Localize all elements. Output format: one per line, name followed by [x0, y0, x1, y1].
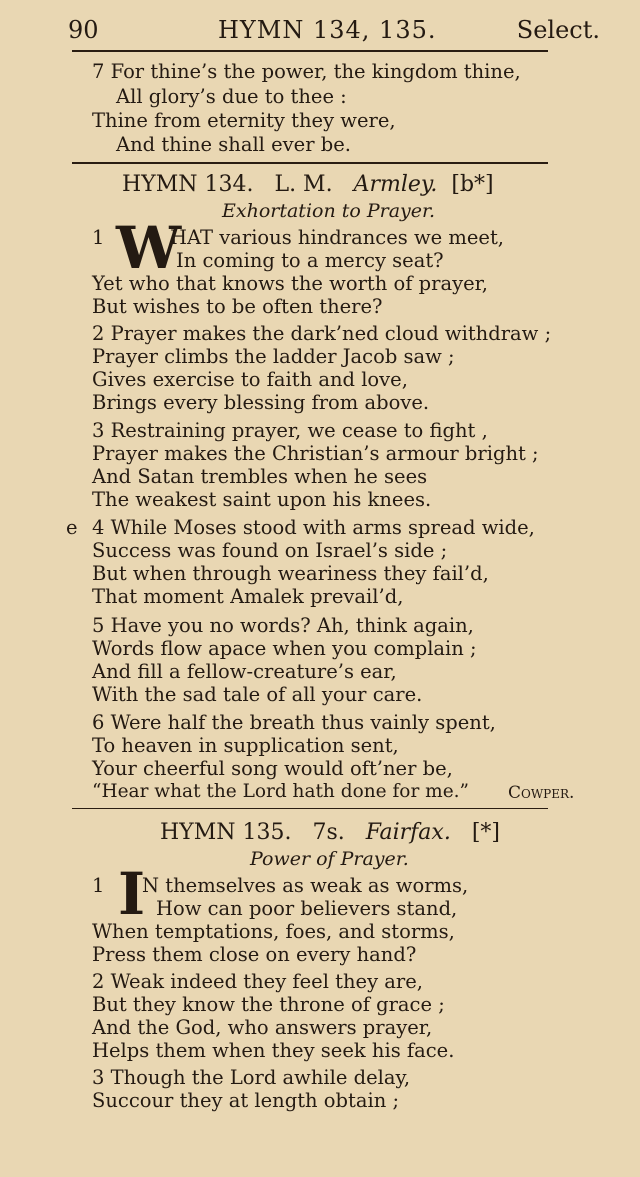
section-label: Select. [516, 16, 600, 44]
verse-line: Yet who that knows the worth of prayer, [92, 272, 489, 295]
header-rule [72, 50, 548, 52]
drop-cap: I [118, 860, 146, 928]
verse-line: Thine from eternity they were, [92, 109, 396, 132]
verse-line: Prayer makes the Christian’s armour bright ; [92, 442, 539, 465]
verse-line: Brings every blessing from above. [92, 391, 430, 414]
running-title: HYMN 134, 135. [218, 16, 437, 44]
verse-line: And fill a fellow-creature’s ear, [92, 660, 397, 683]
hymn-tune: Armley. [353, 172, 438, 197]
verse-line: 5 Have you no words? Ah, think again, [92, 614, 474, 637]
hymn-meter: L. M. [274, 172, 333, 197]
verse-line: Succour they at length obtain ; [92, 1089, 400, 1112]
hymn-135-heading [160, 820, 500, 845]
verse-line: 3 Restraining prayer, we cease to fight , [92, 419, 488, 442]
hymn-author: Cowper. [508, 783, 575, 803]
verse-line: 2 Prayer makes the dark’ned cloud withdraw ; [92, 322, 552, 345]
hymn-135-subtitle: Power of Prayer. [250, 848, 409, 870]
hymn-134-heading [122, 172, 494, 197]
verse-line: The weakest saint upon his knees. [92, 488, 432, 511]
verse-line: To heaven in supplication sent, [92, 734, 399, 757]
hymn-mark: [b*] [451, 172, 494, 197]
verse-number: 1 [92, 226, 105, 249]
verse-line: 6 Were half the breath thus vainly spent, [92, 711, 496, 734]
verse-line: Your cheerful song would oft’ner be, [92, 757, 453, 780]
verse-line: Gives exercise to faith and love, [92, 368, 408, 391]
verse-line: All glory’s due to thee : [116, 85, 347, 108]
verse-line: But they know the throne of grace ; [92, 993, 445, 1016]
verse-line: “Hear what the Lord hath done for me.” [92, 781, 469, 802]
verse-line: How can poor believers stand, [156, 897, 458, 920]
hymn-134-subtitle: Exhortation to Prayer. [222, 200, 436, 222]
verse-line: In coming to a mercy seat? [176, 249, 444, 272]
verse-line: When temptations, foes, and storms, [92, 920, 455, 943]
verse-line: Success was found on Israel’s side ; [92, 539, 448, 562]
page-number: 90 [68, 16, 99, 44]
verse-line: And thine shall ever be. [116, 133, 351, 156]
verse-line: But wishes to be often there? [92, 295, 383, 318]
verse-line: With the sad tale of all your care. [92, 683, 423, 706]
verse-line: Words flow apace when you complain ; [92, 637, 477, 660]
hymn-number: HYMN 134. [122, 172, 254, 197]
verse-line: And Satan trembles when he sees [92, 465, 428, 488]
hymn-divider [72, 808, 548, 809]
verse-line: That moment Amalek prevail’d, [92, 585, 404, 608]
verse-line: 3 Though the Lord awhile delay, [92, 1066, 411, 1089]
verse-line: And the God, who answers prayer, [92, 1016, 433, 1039]
verse-line: Prayer climbs the ladder Jacob saw ; [92, 345, 455, 368]
hymn-divider [72, 162, 548, 164]
hymn-number: HYMN 135. [160, 820, 292, 845]
verse-line: But when through weariness they fail’d, [92, 562, 489, 585]
verse-line: HAT various hindrances we meet, [170, 226, 504, 249]
verse-line: Press them close on every hand? [92, 943, 417, 966]
hymn-tune: Fairfax. [365, 820, 451, 845]
hymn-meter: 7s. [312, 820, 345, 845]
verse-number: 1 [92, 874, 105, 897]
verse-line: 4 While Moses stood with arms spread wide, [92, 516, 535, 539]
verse-line: Helps them when they seek his face. [92, 1039, 455, 1062]
hymn-mark: [*] [471, 820, 500, 845]
running-header [68, 16, 600, 48]
verse-line: N themselves as weak as worms, [142, 874, 469, 897]
margin-mark: e [66, 516, 78, 539]
verse-line: 2 Weak indeed they feel they are, [92, 970, 423, 993]
verse-line: 7 For thine’s the power, the kingdom thine, [92, 60, 521, 83]
drop-cap: W [116, 214, 182, 282]
